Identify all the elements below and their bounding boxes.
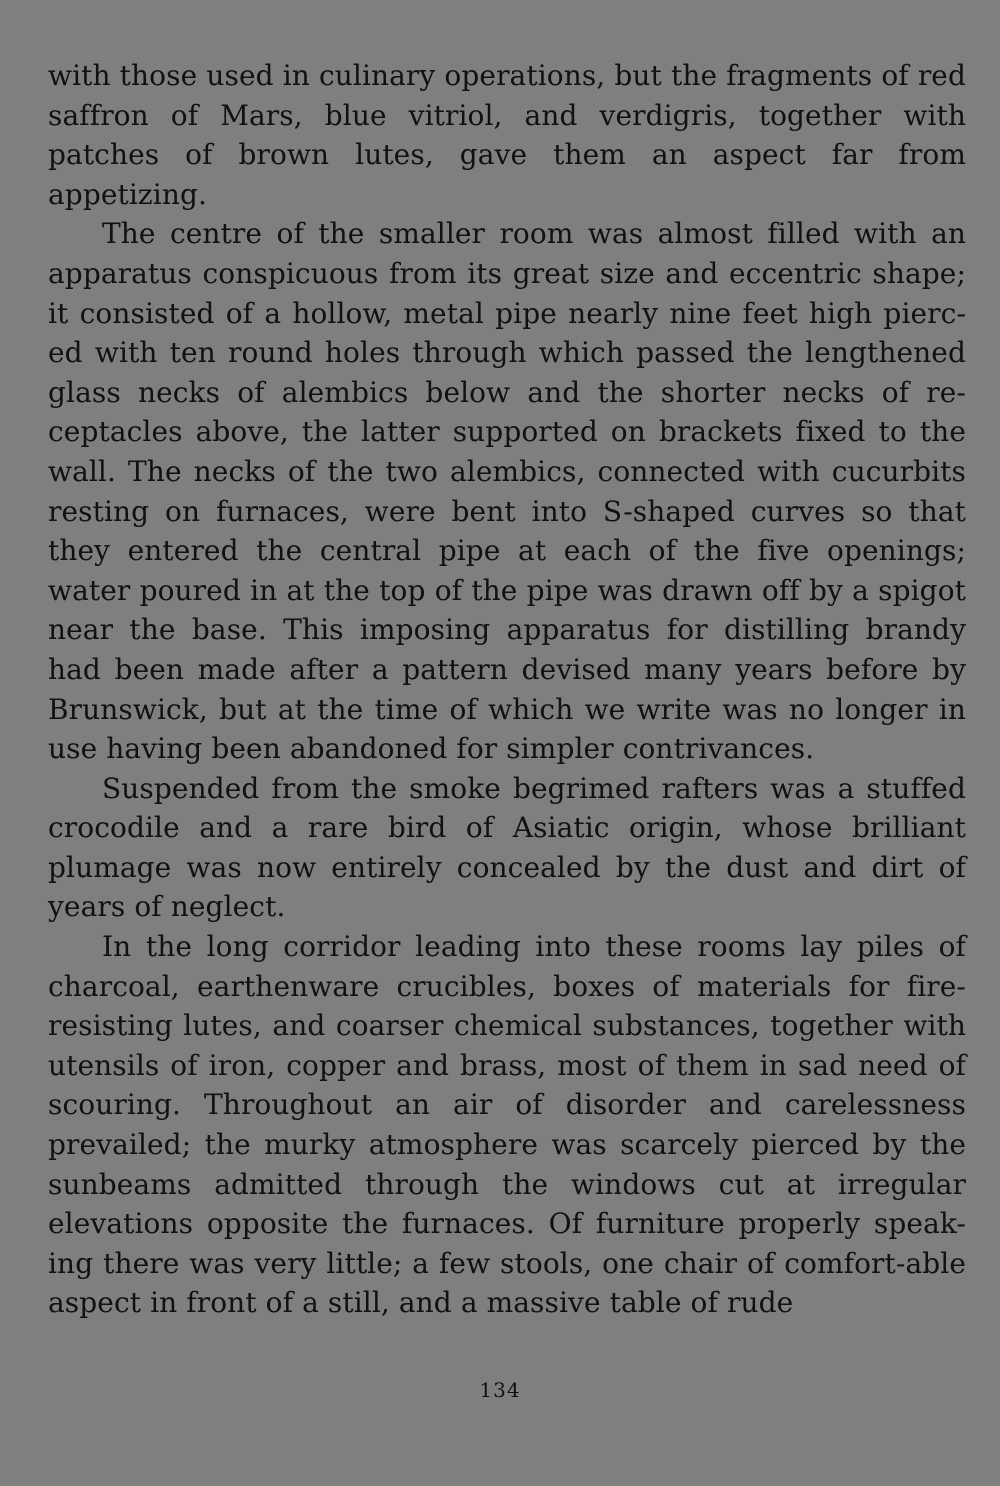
page-body (48, 56, 966, 1323)
paragraph-4: In the long corridor leading into these rooms lay piles of charcoal, earthenware crucibles, boxes of materials for fire-resisting lutes, and coarser chemical substances, together with utensils of iron, copper and brass, most of them in sad need of scouring. Throughout an air of disorder and carelessness prevailed; the murky atmosphere was scarcely pierced by the sunbeams admitted through the windows cut at irregular elevations opposite the furnaces. Of furniture properly speak-ing there was very little; a few stools, one chair of comfort-able aspect in front of a still, and a massive table of rude (48, 930, 966, 1320)
paragraph-3: Suspended from the smoke begrimed rafters was a stuffed crocodile and a rare bird of Asiatic origin, whose brilliant plumage was now entirely concealed by the dust and dirt of years of neglect. (48, 771, 966, 924)
paragraph-1: with those used in culinary operations, but the fragments of red saffron of Mars, blue vitriol, and verdigris, together with patches of brown lutes, gave them an aspect far from appetizing. (48, 59, 966, 211)
paragraph-2: The centre of the smaller room was almost filled with an apparatus conspicuous from its great size and eccentric shape; it consisted of a hollow, metal pipe nearly nine feet high pierc-ed with ten round holes through which passed the lengthened glass necks of alembics below and the shorter necks of re-ceptacles above, the latter supported on brackets fixed to the wall. The necks of the two alembics, connected with cucurbits resting on furnaces, were bent into S-shaped curves so that they entered the central pipe at each of the five openings; water poured in at the top of the pipe was drawn off by a spigot near the base. This imposing apparatus for distilling brandy had been made after a pattern devised many years before by Brunswick, but at the time of which we write was no longer in use having been abandoned for simpler contrivances. (48, 217, 966, 766)
page-number: 134 (479, 1378, 521, 1402)
